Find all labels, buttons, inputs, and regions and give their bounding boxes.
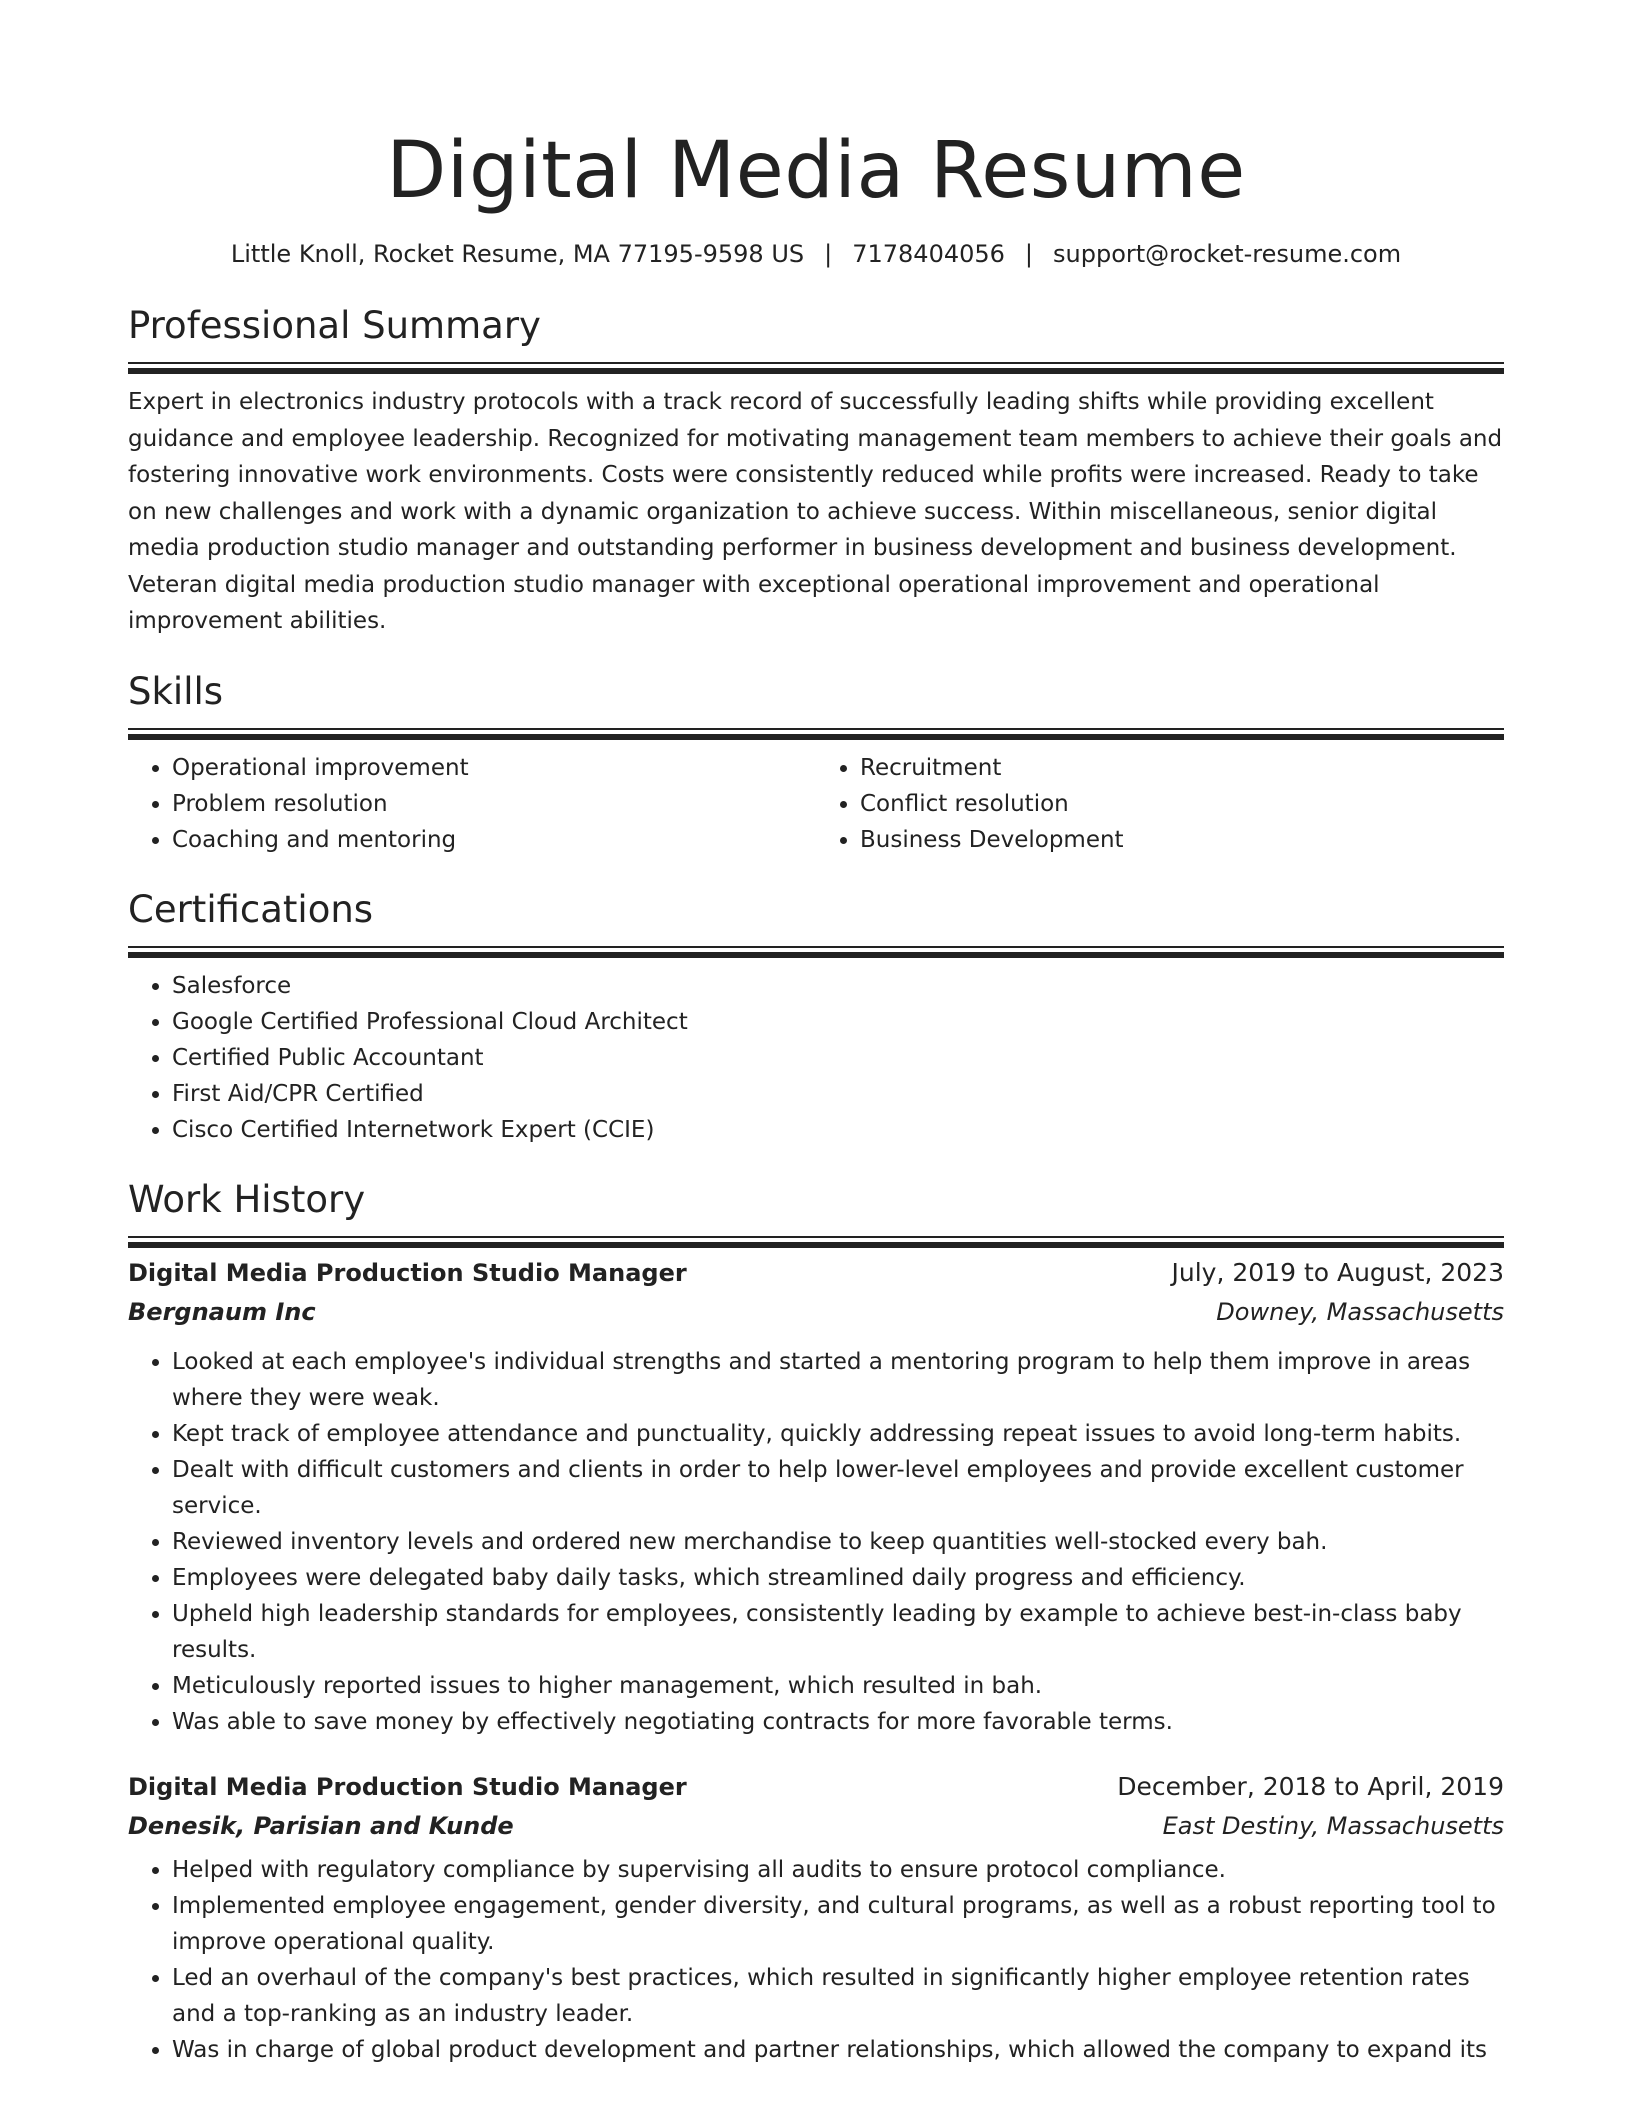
skill-item: • Business Development (860, 822, 1504, 858)
job-dates: December, 2018 to April, 2019 (1117, 1771, 1504, 1801)
job-entry (128, 1768, 1504, 2068)
job-title: Digital Media Production Studio Manager (128, 1772, 687, 1801)
skill-item: • Conflict resolution (860, 786, 1504, 822)
job-bullet: • Dealt with difficult customers and clients in order to help lower-level employees and provide excellent customer service. (172, 1452, 1504, 1524)
job-company: Denesik, Parisian and Kunde (128, 1811, 514, 1840)
summary-heading: Professional Summary (128, 304, 541, 347)
job-entry (128, 1254, 1504, 1740)
job-bullet: • Meticulously reported issues to higher management, which resulted in bah. (172, 1668, 1504, 1704)
contact-separator: | (824, 240, 833, 268)
job-bullets (128, 1852, 1504, 2068)
skill-item: • Operational improvement (172, 750, 816, 786)
contact-line (128, 238, 1504, 270)
job-bullet: • Upheld high leadership standards for employees, consistently leading by example to achieve best-in-class baby results. (172, 1596, 1504, 1668)
job-dates: July, 2019 to August, 2023 (1171, 1257, 1504, 1287)
certification-item: • First Aid/CPR Certified (172, 1076, 1504, 1112)
section-divider (128, 1236, 1504, 1238)
summary-section (128, 304, 1504, 640)
section-divider (128, 728, 1504, 730)
certifications-heading: Certifications (128, 887, 374, 931)
job-subheader (128, 1806, 1504, 1846)
contact-phone: 7178404056 (852, 240, 1005, 268)
certification-item: • Certified Public Accountant (172, 1040, 1504, 1076)
resume-page (128, 0, 1504, 2068)
certification-item: • Google Certified Professional Cloud Architect (172, 1004, 1504, 1040)
job-bullet: • Looked at each employee's individual strengths and started a mentoring program to help them improve in areas where they were weak. (172, 1344, 1504, 1416)
job-bullet: • Kept track of employee attendance and punctuality, quickly addressing repeat issues to avoid long-term habits. (172, 1416, 1504, 1452)
certification-item: • Salesforce (172, 968, 1504, 1004)
job-bullet: • Reviewed inventory levels and ordered new merchandise to keep quantities well-stocked every bah. (172, 1524, 1504, 1560)
work-history-section (128, 1178, 1504, 2068)
job-title: Digital Media Production Studio Manager (128, 1258, 687, 1287)
section-divider (128, 362, 1504, 364)
job-company: Bergnaum Inc (128, 1297, 316, 1326)
skills-columns (128, 750, 1504, 858)
job-bullet: • Helped with regulatory compliance by supervising all audits to ensure protocol compliance. (172, 1852, 1504, 1888)
job-header (128, 1254, 1504, 1292)
work-history-heading: Work History (128, 1177, 366, 1221)
certifications-list (128, 968, 1504, 1148)
job-bullets (128, 1344, 1504, 1740)
job-bullet: • Was able to save money by effectively negotiating contracts for more favorable terms. (172, 1704, 1504, 1740)
job-location: East Destiny, Massachusetts (1162, 1811, 1504, 1840)
skill-item: • Problem resolution (172, 786, 816, 822)
contact-email: support@rocket-resume.com (1053, 240, 1402, 268)
certification-item: • Cisco Certified Internetwork Expert (CCIE) (172, 1112, 1504, 1148)
resume-title: Digital Media Resume (386, 126, 1246, 216)
certifications-section (128, 888, 1504, 1148)
skills-list-right (816, 750, 1504, 858)
job-subheader (128, 1292, 1504, 1332)
summary-text: Expert in electronics industry protocols with a track record of successfully leading shifts while providing excellent guidance and employee leadership. Recognized for motivating management team members to achieve their goals and fostering innovative work environments. Costs were consistently reduced while profits were increased. Ready to take on new challenges and work with a dynamic organization to achieve success. Within miscellaneous, senior digital media production studio manager and outstanding performer in business development and business development. Veteran digital media production studio manager with exceptional operational improvement and operational improvement abilities. (128, 389, 1503, 634)
job-bullet: • Implemented employee engagement, gender diversity, and cultural programs, as well as a robust reporting tool to improve operational quality. (172, 1888, 1504, 1960)
job-header (128, 1768, 1504, 1806)
skill-item: • Coaching and mentoring (172, 822, 816, 858)
job-bullet: • Was in charge of global product development and partner relationships, which allowed the company to expand its (172, 2032, 1504, 2068)
contact-separator: | (1024, 240, 1034, 268)
skills-heading: Skills (128, 669, 224, 713)
skills-list-left (128, 750, 816, 858)
job-bullet: • Employees were delegated baby daily tasks, which streamlined daily progress and efficiency. (172, 1560, 1504, 1596)
job-location: Downey, Massachusetts (1216, 1297, 1504, 1326)
section-divider (128, 946, 1504, 948)
skills-section (128, 670, 1504, 858)
skill-item: • Recruitment (860, 750, 1504, 786)
job-bullet: • Led an overhaul of the company's best practices, which resulted in significantly higher employee retention rates and a top-ranking as an industry leader. (172, 1960, 1504, 2032)
contact-address: Little Knoll, Rocket Resume, MA 77195-9598 US (230, 240, 805, 268)
